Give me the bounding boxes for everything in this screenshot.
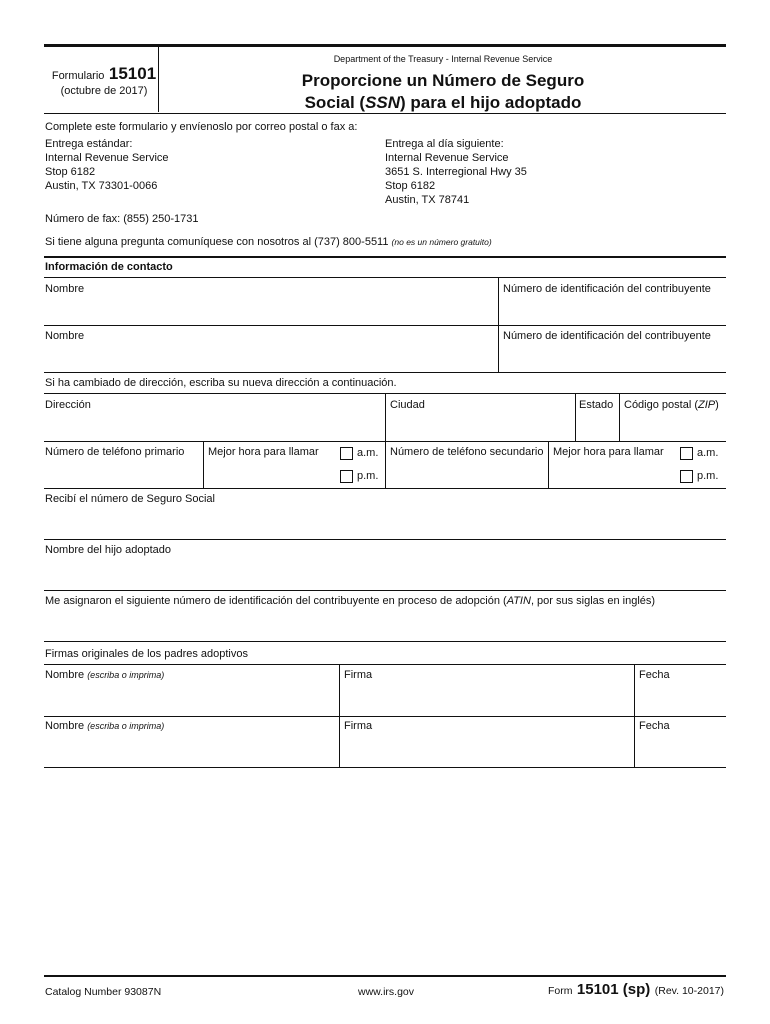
signer-name-input-2[interactable]: [44, 735, 337, 765]
state-divider: [575, 393, 576, 442]
pm-checkbox-1[interactable]: [340, 470, 353, 483]
state-input[interactable]: [577, 413, 617, 440]
date-label: Fecha: [639, 720, 670, 732]
header-top-rule: [44, 44, 726, 47]
contact-section-rule: [44, 256, 726, 258]
signature-input-1[interactable]: [341, 684, 632, 714]
contact-tin-input-2[interactable]: [500, 343, 724, 371]
am-checkbox-2[interactable]: [680, 447, 693, 460]
agency-name: Department of the Treasury - Internal Revenue Service: [333, 54, 553, 64]
contact-name-label: Nombre: [45, 330, 85, 342]
header-divider: [158, 46, 159, 112]
standard-delivery-label: Entrega estándar:: [45, 138, 133, 150]
next-day-delivery-line: 3651 S. Interregional Hwy 35: [385, 166, 527, 178]
secondary-phone-label: Número de teléfono secundario: [390, 446, 544, 458]
next-day-delivery-line: Austin, TX 78741: [385, 194, 470, 206]
received-ssn-label: Recibí el número de Seguro Social: [45, 493, 215, 505]
signer-name-input-1[interactable]: [44, 684, 337, 714]
standard-delivery-block: [45, 137, 169, 193]
pm-checkbox-2[interactable]: [680, 470, 693, 483]
contact-row-rule: [44, 325, 726, 326]
signer-name-label: Nombre (escriba o imprima): [45, 720, 165, 732]
contact-name-label: Nombre: [45, 283, 85, 295]
form-title-line2: Social (SSN) para el hijo adoptado: [304, 93, 582, 112]
atin-input[interactable]: [44, 609, 726, 639]
best-time-label-2: Mejor hora para llamar: [553, 446, 664, 458]
contact-tin-input-1[interactable]: [500, 296, 724, 324]
next-day-delivery-line: Internal Revenue Service: [385, 152, 509, 164]
contact-tin-label: Número de identificación del contribuyente: [503, 330, 711, 342]
date-input-1[interactable]: [636, 684, 724, 714]
received-ssn-input[interactable]: [44, 507, 726, 537]
address-change-note: Si ha cambiado de dirección, escriba su nueva dirección a continuación.: [45, 377, 397, 389]
atin-rule: [44, 641, 726, 642]
phone-divider-2: [548, 441, 549, 489]
signature-label: Firma: [344, 720, 373, 732]
contact-heading: Información de contacto: [45, 261, 173, 273]
atin-label: Me asignaron el siguiente número de identificación del contribuyente en proceso de adopción (ATIN, por sus siglas en inglés): [45, 595, 656, 607]
next-day-delivery-line: Stop 6182: [385, 180, 436, 192]
form-number: 15101: [108, 64, 157, 83]
footer-form-id: Form 15101 (sp) (Rev. 10-2017): [547, 981, 724, 998]
contact-name-input-1[interactable]: [44, 296, 496, 324]
catalog-number: Catalog Number 93087N: [45, 986, 162, 998]
signature-row-rule: [44, 716, 726, 717]
signer-name-label: Nombre (escriba o imprima): [45, 669, 165, 681]
contact-heading-rule: [44, 277, 726, 278]
child-name-input[interactable]: [44, 558, 726, 588]
am-label-1: a.m.: [357, 447, 379, 459]
primary-phone-input[interactable]: [44, 461, 201, 487]
child-name-rule: [44, 590, 726, 591]
standard-delivery-line: Stop 6182: [45, 166, 96, 178]
address-bottom-rule: [44, 441, 726, 442]
zip-input[interactable]: [621, 413, 724, 440]
footer-rule: [44, 975, 726, 977]
best-time-label-1: Mejor hora para llamar: [208, 446, 319, 458]
zip-label: Código postal (ZIP): [624, 399, 719, 411]
next-day-delivery-block: [385, 137, 527, 207]
signature-label: Firma: [344, 669, 373, 681]
contact-row-rule: [44, 372, 726, 373]
city-label: Ciudad: [390, 399, 425, 411]
form-title-line1: Proporcione un Número de Seguro: [301, 71, 585, 90]
next-day-delivery-label: Entrega al día siguiente:: [385, 138, 504, 150]
primary-phone-label: Número de teléfono primario: [45, 446, 185, 458]
website: www.irs.gov: [358, 986, 415, 998]
form-identifier: [50, 64, 158, 84]
contact-name-input-2[interactable]: [44, 343, 496, 371]
pm-label-1: p.m.: [357, 470, 379, 482]
fax-number: Número de fax: (855) 250-1731: [45, 213, 199, 225]
ssn-rule: [44, 539, 726, 540]
header-bottom-rule: [44, 113, 726, 114]
phone-bottom-rule: [44, 488, 726, 489]
form-word: Formulario: [51, 70, 105, 82]
address-label: Dirección: [45, 399, 91, 411]
standard-delivery-line: Internal Revenue Service: [45, 152, 169, 164]
secondary-phone-input[interactable]: [387, 461, 546, 487]
am-label-2: a.m.: [697, 447, 719, 459]
signatures-heading: Firmas originales de los padres adoptivos: [45, 648, 248, 660]
instruction-text: Complete este formulario y envíenoslo por correo postal o fax a:: [45, 121, 358, 133]
child-name-label: Nombre del hijo adoptado: [45, 544, 171, 556]
pm-label-2: p.m.: [697, 470, 719, 482]
state-label: Estado: [579, 399, 614, 411]
phone-divider-1: [203, 441, 204, 489]
date-input-2[interactable]: [636, 735, 724, 765]
questions-phone: Si tiene alguna pregunta comuníquese con nosotros al (737) 800-5511 (no es un número gratuito): [45, 236, 492, 248]
address-input[interactable]: [44, 413, 383, 440]
zip-divider: [619, 393, 620, 442]
am-checkbox-1[interactable]: [340, 447, 353, 460]
signatures-heading-rule: [44, 664, 726, 665]
contact-tin-label: Número de identificación del contribuyente: [503, 283, 711, 295]
city-input[interactable]: [387, 413, 573, 440]
signature-input-2[interactable]: [341, 735, 632, 765]
signature-bottom-rule: [44, 767, 726, 768]
form-date: (octubre de 2017): [60, 85, 148, 97]
standard-delivery-line: Austin, TX 73301-0066: [45, 180, 158, 192]
date-label: Fecha: [639, 669, 670, 681]
